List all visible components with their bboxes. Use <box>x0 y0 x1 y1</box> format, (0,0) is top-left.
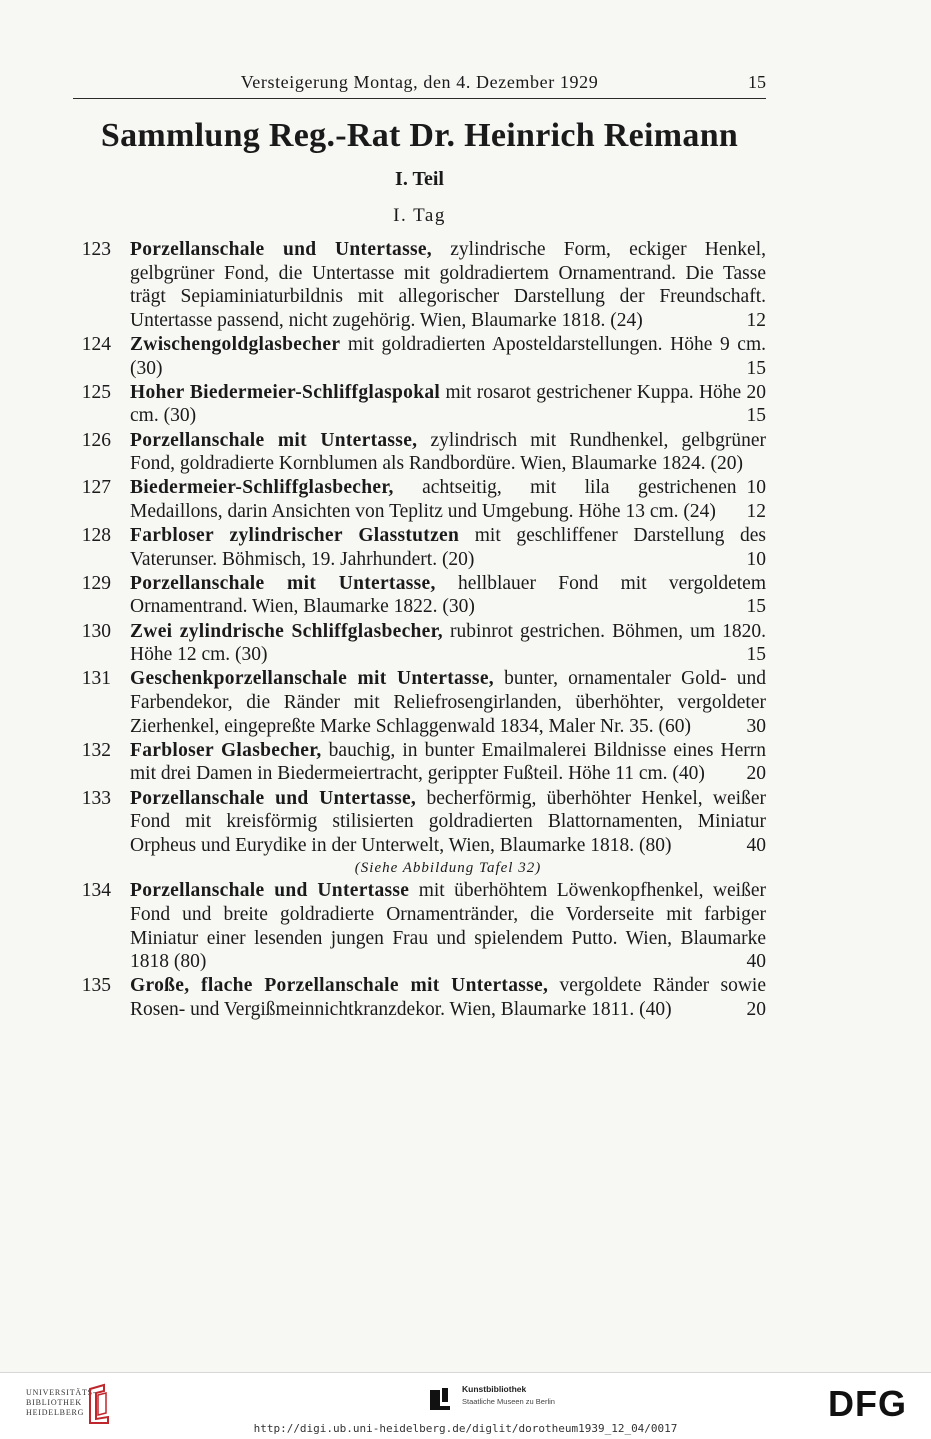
lot-estimate: 12 <box>746 500 766 522</box>
lot-estimate: 20 <box>746 998 766 1020</box>
lot-estimate: 30 <box>746 715 766 737</box>
lot-number: 123 <box>81 239 111 260</box>
lot-description <box>130 739 766 786</box>
permalink-url[interactable]: http://digi.ub.uni-heidelberg.de/diglit/dorotheum1939_12_04/0017 <box>253 1422 678 1435</box>
collection-title: Sammlung Reg.-Rat Dr. Heinrich Reimann <box>100 117 739 154</box>
lot-text: mit überhöhtem Löwenkopfhenkel, weißer Fond und breite goldradierte Ornamentränder, die Vorderseite mit farbiger Miniatur einer lesenden jungen Frau und spielendem Putto. Wien, Blaumarke 1818 (80) <box>130 880 766 973</box>
lot-title: Biedermeier-Schliffglasbecher, <box>130 477 394 499</box>
lot-description <box>130 667 766 738</box>
lot-title: Porzellanschale und Untertasse <box>130 880 410 902</box>
lot-number: 129 <box>81 572 111 594</box>
kunstbibliothek-name: Kunstbibliothek <box>462 1384 527 1394</box>
lot-title: Porzellanschale mit Untertasse, <box>130 572 436 594</box>
kunstbibliothek-icon <box>426 1384 454 1412</box>
lot-text: mit rosarot gestrichener Kuppa. Höhe 20 cm. (30) <box>130 381 766 427</box>
lot-text: bauchig, in bunter Emailmalerei Bildnisse eines Herrn mit drei Damen in Biedermeiertracht, gerippter Fußteil. Höhe 11 cm. (40) <box>130 739 766 785</box>
lot-entry <box>73 238 766 332</box>
lot-number: 127 <box>81 477 111 499</box>
lot-text: achtseitig, mit lila gestrichenen Medaillons, darin Ansichten von Teplitz und Umgebung. Höhe 13 cm. (24) <box>130 477 737 522</box>
lot-text: bunter, ornamentaler Gold- und Farbendekor, die Ränder mit Reliefrosengirlanden, überhöhter, vergoldeter Zierhenkel, eingepreßte Marke Schlaggenwald 1834, Maler Nr. 35. (60) <box>130 668 767 737</box>
lot-entry <box>73 572 766 619</box>
lot-estimate: 10 <box>746 476 766 498</box>
ub-line-1: UNIVERSITÄTS- <box>26 1388 97 1397</box>
running-head <box>73 70 766 99</box>
lot-text: rubinrot gestrichen. Böhmen, um 1820. Höhe 12 cm. (30) <box>130 620 767 666</box>
lot-text: zylindrisch mit Rundhenkel, gelbgrüner Fond, goldradierte Kornblumen als Randbordüre. Wien, Blaumarke 1824. (20) <box>130 429 766 475</box>
lot-note: (Siehe Abbildung Tafel 32) <box>354 860 542 877</box>
lot-title: Farbloser zylindrischer Glasstutzen <box>130 525 460 547</box>
lot-description <box>130 524 766 571</box>
lot-number: 133 <box>81 787 111 809</box>
lot-entry <box>73 739 766 786</box>
lot-description <box>130 572 766 619</box>
day-title: I. Tag <box>393 205 446 226</box>
lot-title: Zwei zylindrische Schliffglasbecher, <box>130 620 443 642</box>
lot-number: 130 <box>81 620 111 642</box>
part-title: I. Teil <box>395 168 444 190</box>
lot-description <box>130 787 766 858</box>
lot-title: Farbloser Glasbecher, <box>130 739 322 761</box>
lot-estimate: 15 <box>746 644 766 666</box>
page-number: 15 <box>748 72 766 92</box>
lot-estimate: 15 <box>746 357 766 379</box>
lot-text: mit geschliffener Darstellung des Vaterunser. Böhmisch, 19. Jahrhundert. (20) <box>130 525 766 570</box>
ub-line-2: BIBLIOTHEK <box>26 1398 82 1407</box>
lot-entry <box>73 974 766 1021</box>
lot-description <box>130 476 766 523</box>
lot-text: hellblauer Fond mit vergoldetem Ornamentrand. Wien, Blaumarke 1822. (30) <box>130 572 767 618</box>
kunstbibliothek-logo[interactable] <box>426 1380 596 1416</box>
lot-estimate: 40 <box>746 951 766 973</box>
lot-description <box>130 333 766 380</box>
viewer-footer <box>0 1372 931 1439</box>
lot-title: Porzellanschale und Untertasse, <box>130 787 417 809</box>
lot-list <box>73 238 766 1022</box>
lot-number: 134 <box>81 880 111 902</box>
lot-entry <box>73 476 766 523</box>
lot-description <box>130 620 766 667</box>
lot-title: Zwischengoldglasbecher <box>130 333 341 355</box>
lot-estimate: 40 <box>746 834 766 856</box>
lot-number: 126 <box>81 429 111 451</box>
lot-entry <box>73 381 766 428</box>
lot-entry <box>73 620 766 667</box>
lot-text: zylindrische Form, eckiger Henkel, gelbgrüner Fond, die Untertasse mit goldradiertem Ornamentrand. Die Tasse trägt Sepiaminiaturbildnis mit allegorischer Darstellung der Freundschaft. Untertasse passend, nicht zugehörig. Wien, Blaumarke 1818. (24) <box>130 239 766 331</box>
lot-number: 124 <box>81 333 111 355</box>
lot-estimate: 15 <box>746 405 766 427</box>
lot-number: 131 <box>81 668 111 690</box>
lot-description <box>130 238 766 332</box>
lot-text: becherförmig, überhöhter Henkel, weißer Fond mit kreisförmig stilisierten goldradierten Blattornamenten, Miniatur Orpheus und Eurydike in der Unterwelt, Wien, Blaumarke 1818. (80) <box>130 787 766 856</box>
lot-entry <box>73 524 766 571</box>
lot-estimate: 12 <box>746 309 766 331</box>
lot-description <box>130 974 766 1021</box>
lot-title: Porzellanschale mit Untertasse, <box>130 429 418 451</box>
lot-title: Große, flache Porzellanschale mit Untertasse, <box>130 975 549 997</box>
lot-number: 128 <box>81 525 111 547</box>
lot-estimate: 15 <box>746 596 766 618</box>
lot-title: Hoher Biedermeier-Schliffglaspokal <box>130 381 441 403</box>
lot-estimate: 20 <box>746 763 766 785</box>
kunstbibliothek-subtitle: Staatliche Museen zu Berlin <box>462 1397 555 1406</box>
lot-text: vergoldete Ränder sowie Rosen- und Vergißmeinnichtkranzdekor. Wien, Blaumarke 1811. (40) <box>130 975 767 1020</box>
lot-text: mit goldradierten Aposteldarstellungen. Höhe 9 cm. (30) <box>130 333 766 379</box>
lot-entry <box>73 787 766 858</box>
lot-number: 125 <box>81 381 111 403</box>
running-title: Versteigerung Montag, den 4. Dezember 1929 <box>240 72 599 92</box>
lot-description <box>130 879 766 973</box>
lot-number: 135 <box>81 975 111 997</box>
lot-number: 132 <box>81 739 111 761</box>
lot-entry <box>73 879 766 973</box>
lot-title: Geschenkporzellanschale mit Untertasse, <box>130 668 494 690</box>
lot-entry <box>73 333 766 380</box>
lot-title: Porzellanschale und Untertasse, <box>130 239 432 260</box>
lot-description <box>130 381 766 428</box>
ub-heidelberg-logo[interactable] <box>26 1381 116 1427</box>
ub-emblem-icon <box>84 1383 112 1425</box>
ub-line-3: HEIDELBERG <box>26 1408 85 1417</box>
lot-estimate: 10 <box>746 548 766 570</box>
dfg-logo[interactable]: DFG <box>828 1383 907 1424</box>
lot-entry <box>73 667 766 738</box>
